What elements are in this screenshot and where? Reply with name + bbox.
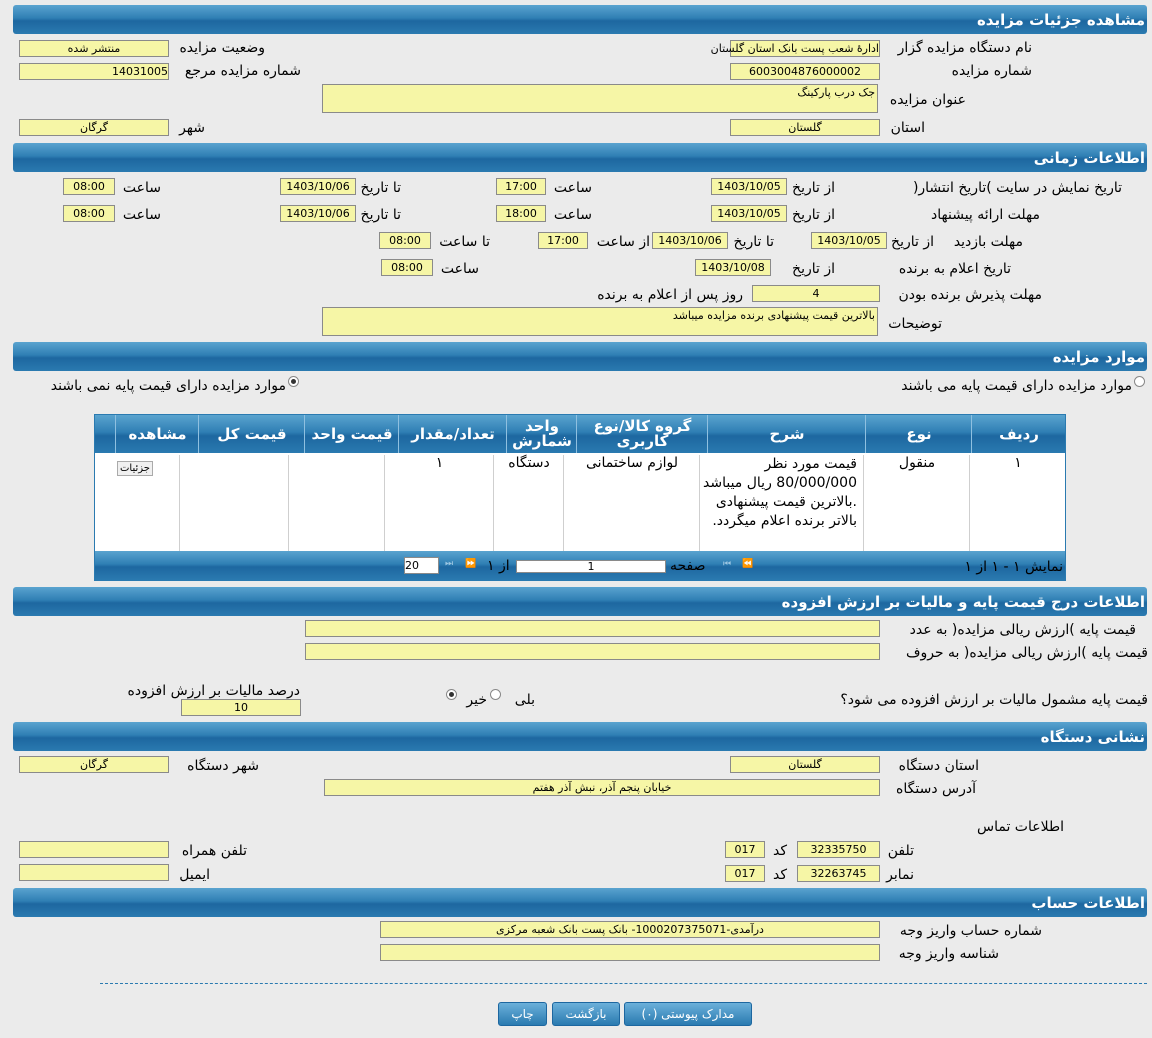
no-base-price-label: موارد مزایده دارای قیمت پایه نمی باشند (50, 378, 286, 394)
visit-deadline-label: مهلت بازدید (953, 234, 1023, 250)
visit-from-time-field[interactable]: 17:00 (538, 232, 588, 249)
display-from-label: از تاریخ (792, 180, 835, 196)
vat-yes-radio[interactable] (490, 689, 501, 700)
section-title: اطلاعات درج قیمت پایه و مالیات بر ارزش افزوده (781, 593, 1145, 611)
col-row: ردیف (971, 415, 1066, 453)
display-to-time-field[interactable]: 08:00 (63, 178, 115, 195)
display-from-date-field[interactable]: 1403/10/05 (711, 178, 787, 195)
org-city-field[interactable]: گرگان (19, 756, 169, 773)
fax-code-field[interactable]: 017 (725, 865, 765, 882)
status-label: وضعیت مزایده (179, 40, 265, 56)
col-group: گروه کالا/نوع کاربری (576, 415, 708, 453)
winner-time-label: ساعت (440, 261, 479, 277)
email-label: ایمیل (179, 867, 210, 883)
visit-to-label: تا تاریخ (733, 234, 774, 250)
section-header-items (13, 342, 1147, 371)
section-header-org (13, 722, 1147, 751)
next-page-icon[interactable]: ⏩ (465, 559, 477, 569)
account-number-field[interactable]: درآمدی-1000207375071- بانک پست بانک شعبه مرکزی (380, 921, 880, 938)
display-date-label: تاریخ نمایش در سایت )تاریخ انتشار( (912, 180, 1122, 196)
cell-row: ۱ (969, 455, 1066, 551)
org-province-field[interactable]: گلستان (730, 756, 880, 773)
fax-field[interactable]: 32263745 (797, 865, 880, 882)
org-address-field[interactable]: خیابان پنجم آذر، نبش آذر هفتم (324, 779, 880, 796)
section-title: نشانی دستگاه (1040, 728, 1145, 746)
vat-question-label: قیمت پایه مشمول مالیات بر ارزش افزوده می شود؟ (840, 692, 1148, 708)
col-total: قیمت کل (198, 415, 305, 453)
section-title: اطلاعات حساب (1031, 894, 1145, 912)
display-to-time-label: ساعت (122, 180, 161, 196)
page-label: صفحه (670, 558, 706, 574)
visit-to-time-field[interactable]: 08:00 (379, 232, 431, 249)
winner-announce-label: تاریخ اعلام به برنده (898, 261, 1011, 277)
details-button[interactable]: جزئیات (117, 461, 153, 476)
cell-desc: قیمت مورد نظر 80/000/000 ریال میباشد .بالاترین قیمت پیشنهادی بالاتر برنده اعلام میگردد. (699, 455, 863, 551)
vat-percent-label: درصد مالیات بر ارزش افزوده (127, 683, 300, 699)
winner-from-label: از تاریخ (792, 261, 835, 277)
province-label: استان (890, 120, 925, 136)
section-title: مشاهده جزئیات مزایده (976, 11, 1145, 29)
pager-showing: نمایش ۱ - ۱ از ۱ (964, 559, 1063, 575)
cell-total (179, 455, 289, 551)
prev-page-icon[interactable]: ⏪ (742, 559, 754, 569)
city-field[interactable]: گرگان (19, 119, 169, 136)
attachments-button[interactable]: مدارک پیوستی (۰) (624, 1002, 752, 1026)
mobile-field[interactable] (19, 841, 169, 858)
visit-from-label: از تاریخ (891, 234, 934, 250)
base-price-words-label: قیمت پایه )ارزش ریالی مزایده( به حروف (905, 645, 1148, 661)
col-desc: شرح (707, 415, 866, 453)
auction-number-label: شماره مزایده (951, 63, 1032, 79)
col-unit: واحد شمارش (506, 415, 577, 453)
org-address-label: آدرس دستگاه (896, 781, 976, 797)
grid-header (95, 415, 1065, 453)
acceptance-suffix: روز پس از اعلام به برنده (597, 287, 743, 303)
col-unit-price: قیمت واحد (304, 415, 399, 453)
contact-info-label: اطلاعات تماس (977, 819, 1064, 835)
offer-to-time-field[interactable]: 08:00 (63, 205, 115, 222)
col-qty: تعداد/مقدار (398, 415, 507, 453)
vat-percent-field[interactable]: 10 (181, 699, 301, 716)
col-type: نوع (865, 415, 972, 453)
org-label: نام دستگاه مزایده گزار (897, 40, 1032, 56)
print-button[interactable]: چاپ (498, 1002, 547, 1026)
display-to-label: تا تاریخ (360, 180, 401, 196)
offer-deadline-label: مهلت ارائه پیشنهاد (931, 207, 1040, 223)
email-field[interactable] (19, 864, 169, 881)
payment-id-field[interactable] (380, 944, 880, 961)
offer-from-time-label: ساعت (553, 207, 592, 223)
section-header-details (13, 5, 1147, 34)
offer-from-time-field[interactable]: 18:00 (496, 205, 546, 222)
account-number-label: شماره حساب واریز وجه (899, 923, 1042, 939)
offer-to-date-field[interactable]: 1403/10/06 (280, 205, 356, 222)
base-price-num-label: قیمت پایه )ارزش ریالی مزایده( به عدد (909, 622, 1136, 638)
visit-to-date-field[interactable]: 1403/10/06 (652, 232, 728, 249)
vat-yes-label: بلی (514, 692, 535, 708)
vat-no-radio[interactable] (446, 689, 457, 700)
display-from-time-label: ساعت (553, 180, 592, 196)
org-city-label: شهر دستگاه (187, 758, 259, 774)
section-header-price (13, 587, 1147, 616)
cell-qty: ۱ (384, 455, 494, 551)
auction-number-field[interactable]: 6003004876000002 (730, 63, 880, 80)
offer-from-label: از تاریخ (792, 207, 835, 223)
auction-title-label: عنوان مزایده (889, 92, 966, 108)
ref-number-label: شماره مزایده مرجع (184, 63, 301, 79)
ref-number-field[interactable]: 14031005 (19, 63, 169, 80)
page-size-input[interactable]: 20 (404, 557, 439, 574)
visit-from-date-field[interactable]: 1403/10/05 (811, 232, 887, 249)
col-view: مشاهده (115, 415, 199, 453)
payment-id-label: شناسه واریز وجه (898, 946, 999, 962)
city-label: شهر (179, 120, 205, 136)
last-page-icon[interactable]: ⏭ (445, 559, 454, 569)
org-name-field[interactable]: ادارۀ شعب پست بانک استان گلستان (710, 42, 879, 55)
fax-code-label: کد (772, 867, 787, 883)
section-header-account (13, 888, 1147, 917)
cell-unit-price (288, 455, 385, 551)
fax-label: نمابر (886, 867, 914, 883)
description-label: توضیحات (888, 316, 942, 332)
has-base-price-radio[interactable] (1134, 376, 1145, 387)
first-page-icon[interactable]: ⏮ (723, 559, 732, 569)
display-to-date-field[interactable]: 1403/10/06 (280, 178, 356, 195)
province-field[interactable]: گلستان (730, 119, 880, 136)
page-input[interactable]: 1 (516, 560, 666, 573)
phone-code-label: کد (772, 843, 787, 859)
items-grid (94, 414, 1066, 581)
mobile-label: تلفن همراه (181, 843, 247, 859)
offer-from-date-field[interactable]: 1403/10/05 (711, 205, 787, 222)
auction-title-field[interactable]: جک درب پارکینگ (322, 84, 878, 113)
offer-to-label: تا تاریخ (360, 207, 401, 223)
section-header-time (13, 143, 1147, 172)
status-field[interactable]: منتشر شده (19, 40, 169, 57)
base-price-words-field[interactable] (305, 643, 880, 660)
base-price-num-field[interactable] (305, 620, 880, 637)
cell-view (95, 455, 179, 551)
winner-date-field[interactable]: 1403/10/08 (695, 259, 771, 276)
visit-to-time-label: تا ساعت (439, 234, 490, 250)
offer-to-time-label: ساعت (122, 207, 161, 223)
org-province-label: استان دستگاه (898, 758, 979, 774)
cell-type: منقول (863, 455, 970, 551)
phone-code-field[interactable]: 017 (725, 841, 765, 858)
section-title: اطلاعات زمانی (1033, 149, 1145, 167)
phone-label: تلفن (887, 843, 914, 859)
cell-group: لوازم ساختمانی (563, 455, 700, 551)
visit-from-time-label: از ساعت (596, 234, 650, 250)
description-field[interactable]: بالاترین قیمت پیشنهادی برنده مزایده میباشد (322, 307, 878, 336)
section-title: موارد مزایده (1052, 348, 1145, 366)
has-base-price-label: موارد مزایده دارای قیمت پایه می باشند (901, 378, 1132, 394)
vat-no-label: خیر (466, 692, 487, 708)
phone-field[interactable]: 32335750 (797, 841, 880, 858)
acceptance-days-field[interactable]: 4 (752, 285, 880, 302)
winner-time-field[interactable]: 08:00 (381, 259, 433, 276)
display-from-time-field[interactable]: 17:00 (496, 178, 546, 195)
back-button[interactable]: بازگشت (552, 1002, 620, 1026)
acceptance-deadline-label: مهلت پذیرش برنده بودن (898, 287, 1042, 303)
divider (100, 983, 1147, 984)
cell-unit: دستگاه (493, 455, 564, 551)
of-pages-label: از ۱ (487, 558, 510, 574)
no-base-price-radio[interactable] (288, 376, 299, 387)
grid-pager (95, 551, 1065, 580)
